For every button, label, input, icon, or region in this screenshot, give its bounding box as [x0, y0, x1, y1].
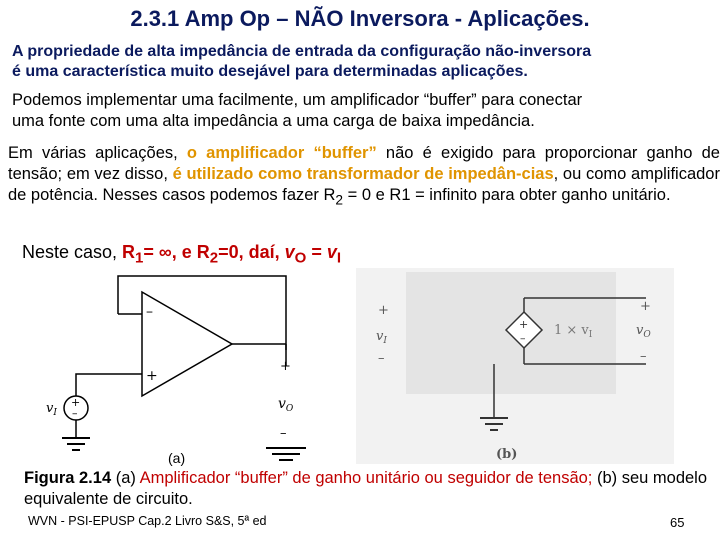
case-r2-sub: 2 [209, 249, 219, 267]
para-text-4: = 0 e R1 = infinito para obter ganho unitário. [343, 186, 671, 204]
intro-bold [12, 42, 712, 82]
op-amp-plus-label: + [146, 368, 158, 384]
figure-caption [24, 468, 714, 510]
case-prefix: Neste caso, [22, 242, 123, 262]
para-r2-sub: 2 [335, 192, 344, 208]
op-amp-minus-label: – [146, 304, 153, 320]
case-r2-val: =0, daí, [218, 242, 285, 262]
para-text-1: Em várias aplicações, [8, 144, 187, 162]
intro-line-4: uma fonte com uma alta impedância a uma carga de baixa impedância. [12, 112, 535, 130]
model-out-plus-label: + [640, 299, 651, 314]
intro-line-3: Podemos implementar uma facilmente, um amplificador “buffer” para conectar [12, 91, 583, 109]
input-vi-label: $v_I$ [376, 329, 387, 346]
source-plus-label: + [71, 396, 81, 409]
intro-line-2: é uma característica muito desejável para determinadas aplicações. [12, 63, 528, 80]
page-number: 65 [670, 515, 685, 530]
case-vo-sub: O [294, 249, 307, 267]
caption-a-text: Amplificador “buffer” de ganho unitário ou seguidor de tensão; [139, 469, 593, 487]
input-minus-label: – [378, 351, 385, 366]
case-r1: R [122, 242, 136, 262]
buffer-circuit-diagram [40, 270, 330, 470]
model-vo-label: $v_O$ [636, 323, 651, 340]
case-vi: v [326, 242, 337, 262]
buffer-paragraph [8, 143, 720, 210]
caption-b-text: (b) seu modelo equivalente de circuito. [24, 469, 708, 508]
output-minus-label: – [280, 426, 287, 441]
model-out-minus-label: – [640, 349, 647, 364]
case-statement [22, 242, 341, 267]
para-highlight-buffer: o amplificador “buffer” [186, 144, 377, 162]
intro-regular [12, 90, 712, 132]
page-title: 2.3.1 Amp Op – NÃO Inversora - Aplicações. [130, 6, 590, 31]
figure-b-label: (b) [496, 447, 518, 462]
gain-label: $1 \times v_I$ [554, 323, 593, 340]
para-text-2: não é exigido para proporcionar ganho de tensão; em vez disso, [8, 144, 720, 183]
input-plus-label: + [378, 303, 389, 318]
case-r2: R [196, 242, 210, 262]
non-inverting-input-wire [76, 374, 142, 396]
source-vi-label: $v_I$ [46, 401, 57, 418]
case-vo: v [284, 242, 295, 262]
figure-a-label: (a) [168, 450, 186, 466]
intro-line-1: A propriedade de alta impedância de entrada da configuração não-inversora [12, 43, 592, 60]
footer-source: WVN - PSI-EPUSP Cap.2 Livro S&S, 5ª ed [28, 514, 267, 528]
source-minus-label: – [72, 407, 78, 420]
case-eq: = [306, 242, 327, 262]
para-text-3: , ou como amplificador de potência. Nesses casos podemos fazer R [8, 165, 720, 204]
dep-plus-label: + [519, 318, 529, 331]
equivalent-circuit-diagram [356, 268, 674, 464]
caption-a-marker: (a) [111, 469, 140, 487]
para-highlight-impedance: é utilizado como transformador de impedân-cias [172, 165, 554, 183]
dep-minus-label: – [520, 332, 526, 345]
output-vo-label: $v_O$ [278, 396, 294, 414]
case-r1-sub: 1 [135, 249, 144, 267]
caption-figure-number: Figura 2.14 [24, 469, 112, 487]
case-vi-sub: I [336, 249, 342, 267]
output-plus-label: + [280, 359, 291, 374]
case-r1-val: = ∞, e [143, 242, 197, 262]
